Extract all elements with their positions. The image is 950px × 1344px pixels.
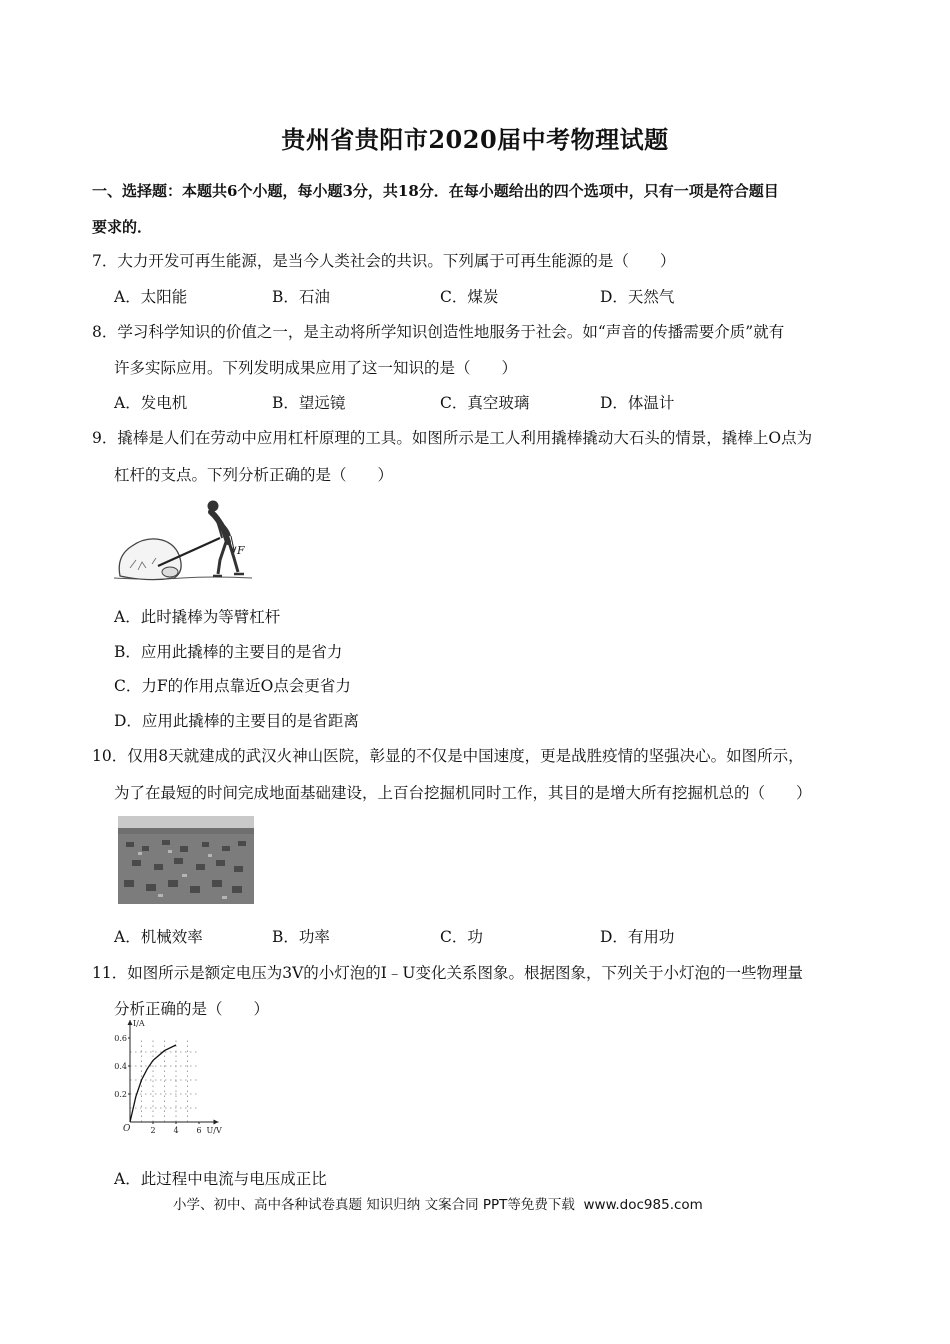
page-title: 贵州省贵阳市2020届中考物理试题: [281, 125, 669, 154]
question-8-option-c: C．真空玻璃: [440, 394, 530, 412]
footer-note: [173, 1193, 703, 1213]
question-8-stem-line2: 许多实际应用。下列发明成果应用了这一知识的是（ ）: [114, 359, 518, 377]
section-heading-line1: 一、选择题：本题共6个小题，每小题3分，共18分．在每小题给出的四个选项中，只有一项是符合题目: [92, 182, 779, 200]
x-axis-arrow: [214, 1120, 219, 1125]
question-10-option-c: C．功: [440, 928, 483, 946]
question-10-stem-line1: 10．仅用8天就建成的武汉火神山医院，彰显的不仅是中国速度，更是战胜疫情的坚强决心。如图所示，: [92, 747, 804, 765]
question-7-option-a: A．太阳能: [114, 288, 188, 306]
question-9-stem-line2: 杠杆的支点。下列分析正确的是（ ）: [114, 466, 394, 484]
question-9-option-b: B．应用此撬棒的主要目的是省力: [114, 643, 343, 661]
crowbar-figure: [112, 492, 258, 588]
x-tick-label: 2: [150, 1126, 156, 1135]
y-axis-label: I/A: [133, 1019, 145, 1028]
x-tick-label: 4: [173, 1126, 179, 1135]
question-9-option-d: D．应用此撬棒的主要目的是省距离: [114, 712, 359, 730]
question-7-option-d: D．天然气: [600, 288, 675, 306]
y-tick-label: 0.4: [114, 1062, 127, 1071]
y-axis-arrow: [128, 1020, 133, 1025]
question-10-stem-line2: 为了在最短的时间完成地面基础建设，上百台挖掘机同时工作，其目的是增大所有挖掘机总的（ ）: [114, 784, 812, 802]
section-heading-line2: 要求的．: [92, 218, 153, 236]
x-axis-label: U/V: [206, 1126, 222, 1135]
question-10-option-d: D．有用功: [600, 928, 675, 946]
question-9-option-a: A．此时撬棒为等臂杠杆: [114, 608, 281, 626]
question-8-option-d: D．体温计: [600, 394, 675, 412]
footer-url[interactable]: www.doc985.com: [583, 1197, 703, 1213]
question-11-option-a: A．此过程中电流与电压成正比: [114, 1170, 327, 1188]
iu-chart: [112, 1019, 242, 1138]
question-7-stem: 7．大力开发可再生能源，是当今人类社会的共识。下列属于可再生能源的是（ ）: [92, 252, 676, 270]
question-10-option-a: A．机械效率: [114, 928, 203, 946]
question-8-stem-line1: 8．学习科学知识的价值之一，是主动将所学知识创造性地服务于社会。如“声音的传播需要介质”就有: [92, 323, 785, 341]
question-9-option-c: C．力F的作用点靠近O点会更省力: [114, 677, 351, 695]
question-9-stem-line1: 9．撬棒是人们在劳动中应用杠杆原理的工具。如图所示是工人利用撬棒撬动大石头的情景，撬棒上O点为: [92, 429, 813, 447]
question-8-option-a: A．发电机: [114, 394, 188, 412]
excavator-photo: [118, 816, 254, 904]
question-8-option-b: B．望远镜: [272, 394, 346, 412]
origin-label: O: [123, 1124, 131, 1134]
question-11-stem-line1: 11．如图所示是额定电压为3V的小灯泡的I﹣U变化关系图象。根据图象，下列关于小灯泡的一些物理量: [92, 964, 803, 982]
y-tick-label: 0.6: [114, 1034, 127, 1043]
question-7-option-c: C．煤炭: [440, 288, 499, 306]
question-7-option-b: B．石油: [272, 288, 330, 306]
y-tick-label: 0.2: [114, 1090, 127, 1099]
question-11-stem-line2: 分析正确的是（ ）: [114, 1000, 270, 1018]
footer-text: 小学、初中、高中各种试卷真题 知识归纳 文案合同 PPT等免费下载: [173, 1197, 575, 1213]
question-10-option-b: B．功率: [272, 928, 330, 946]
force-label: F: [237, 544, 245, 557]
x-tick-label: 6: [196, 1126, 202, 1135]
